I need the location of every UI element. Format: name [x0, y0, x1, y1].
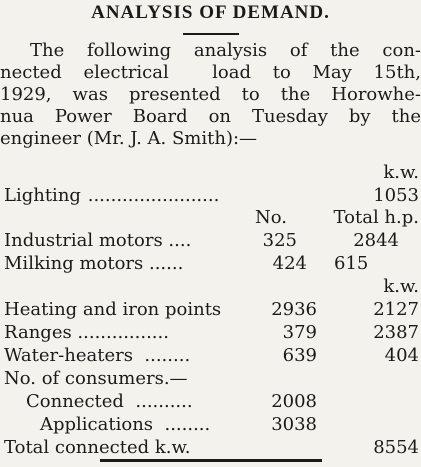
kw-unit-row: [0, 276, 421, 298]
row-value: 1053: [373, 185, 419, 206]
row-no: 424: [272, 253, 307, 274]
row-value: 3038: [271, 414, 317, 435]
row-label: Connected ..........: [26, 391, 193, 412]
intro-line: engineer (Mr. J. A. Smith):—: [0, 128, 258, 149]
row-total: 2387: [373, 322, 419, 343]
intro-line: The following analysis of the con-: [30, 40, 421, 61]
intro-line: nua Power Board on Tuesday by the: [0, 106, 421, 127]
row-label: Industrial motors ....: [4, 230, 192, 251]
row-value: 2008: [271, 391, 317, 412]
row-no: 639: [282, 345, 317, 366]
row-label: Water-heaters ........: [4, 345, 191, 366]
table-row: [0, 414, 421, 436]
headline-rule: [183, 33, 239, 35]
row-total: 615: [334, 253, 369, 274]
table-row: [0, 391, 421, 413]
unit-label: k.w.: [383, 276, 419, 297]
table-row: [0, 253, 421, 275]
lighting-row: [0, 185, 421, 207]
leader-dots: .......................: [82, 185, 226, 206]
bottom-rule: [100, 459, 322, 462]
consumers-heading: [0, 368, 421, 390]
table-row: [0, 322, 421, 344]
total-row: [0, 437, 421, 459]
row-label: Ranges ................: [4, 322, 169, 343]
section-heading: No. of consumers.—: [4, 368, 188, 389]
row-total: 2127: [373, 299, 419, 320]
row-label: Total connected k.w.: [4, 437, 191, 458]
row-no: 325: [262, 230, 297, 251]
row-no: 2936: [271, 299, 317, 320]
headline: ANALYSIS OF DEMAND.: [91, 2, 330, 23]
table-row: [0, 299, 421, 321]
column-header-row: [0, 207, 421, 229]
intro-line: nected electrical load to May 15th,: [0, 62, 421, 83]
row-no: 379: [282, 322, 317, 343]
intro-paragraph: [0, 40, 421, 150]
table-row: [0, 345, 421, 367]
row-value: 8554: [373, 437, 419, 458]
row-label: Lighting: [4, 185, 81, 206]
col-total-header: Total h.p.: [333, 207, 419, 228]
kw-unit-row: [0, 162, 421, 184]
unit-label: k.w.: [383, 162, 419, 183]
intro-line: 1929, was presented to the Horowhe-: [0, 84, 421, 105]
row-label: Applications ........: [40, 414, 211, 435]
row-label: Heating and iron points: [4, 299, 222, 320]
row-total: 2844: [353, 230, 399, 251]
col-no-header: No.: [255, 207, 287, 228]
row-total: 404: [384, 345, 419, 366]
table-row: [0, 230, 421, 252]
row-label: Milking motors ......: [4, 253, 184, 274]
